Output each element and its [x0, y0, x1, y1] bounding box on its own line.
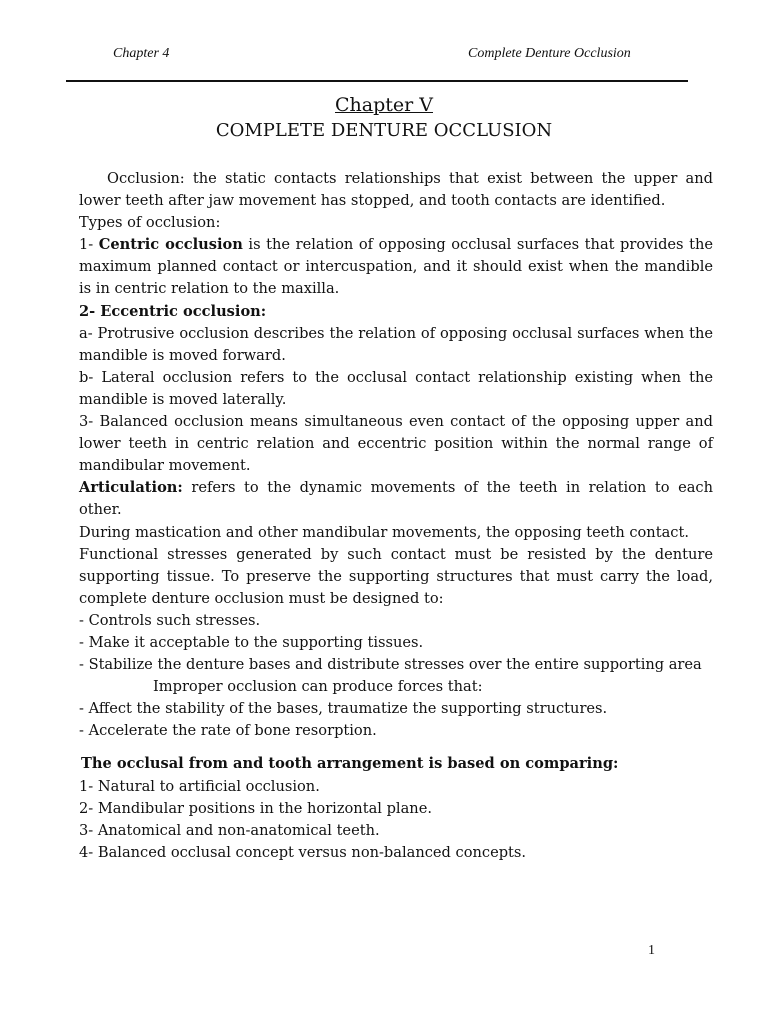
- protrusive-occlusion: a- Protrusive occlusion describes the relation of opposing occlusal surfaces when the mandible is moved forward.: [79, 324, 713, 364]
- chapter-title: Chapter V: [335, 94, 433, 116]
- centric-description: is the relation of opposing occlusal surfaces that provides the maximum planned contact or intercuspation, and it should exist when the mandible is in centric relation to the maxilla.: [79, 236, 713, 298]
- centric-number: 1-: [79, 236, 99, 254]
- body-text: [79, 168, 713, 864]
- list-item: 4- Balanced occlusal concept versus non-balanced concepts.: [79, 843, 527, 861]
- articulation: [79, 477, 713, 521]
- mastication-paragraph: During mastication and other mandibular movements, the opposing teeth contact.: [79, 523, 689, 541]
- list-item: 3- Anatomical and non-anatomical teeth.: [79, 821, 380, 839]
- articulation-term: Articulation:: [79, 479, 183, 497]
- header-rule: [66, 80, 688, 82]
- types-of-occlusion: Types of occlusion:: [79, 214, 221, 232]
- lateral-occlusion: b- Lateral occlusion refers to the occlusal contact relationship existing when the mandible is moved laterally.: [79, 368, 713, 408]
- occlusion-definition: Occlusion: the static contacts relationships that exist between the upper and lower teeth after jaw movement has stopped, and tooth contacts are identified.: [79, 170, 713, 210]
- centric-occlusion: [79, 234, 713, 300]
- improper-occlusion-intro: Improper occlusion can produce forces that:: [153, 678, 483, 696]
- list-item: 1- Natural to artificial occlusion.: [79, 777, 320, 795]
- centric-term: Centric occlusion: [98, 236, 243, 254]
- list-item: 2- Mandibular positions in the horizontal plane.: [79, 799, 432, 817]
- comparing-heading: The occlusal from and tooth arrangement is based on comparing:: [81, 755, 619, 773]
- list-item: - Make it acceptable to the supporting tissues.: [79, 633, 424, 651]
- running-header-title: Complete Denture Occlusion: [468, 46, 631, 61]
- running-header-chapter: Chapter 4: [113, 46, 170, 61]
- balanced-occlusion: 3- Balanced occlusion means simultaneous even contact of the opposing upper and lower teeth in centric relation and eccentric position within the normal range of mandibular movement.: [79, 413, 713, 475]
- chapter-subtitle: COMPLETE DENTURE OCCLUSION: [215, 120, 553, 141]
- functional-stresses-paragraph: Functional stresses generated by such contact must be resisted by the denture supporting tissue. To preserve the supporting structures that must carry the load, complete denture occlusion must be designed to:: [79, 545, 713, 607]
- page-number: 1: [648, 943, 655, 958]
- list-item: - Affect the stability of the bases, traumatize the supporting structures.: [79, 700, 608, 718]
- list-item: - Controls such stresses.: [79, 611, 261, 629]
- articulation-description: refers to the dynamic movements of the teeth in relation to each other.: [79, 479, 713, 519]
- title-block: [0, 93, 768, 143]
- spacer: [79, 742, 713, 753]
- list-item: - Stabilize the denture bases and distribute stresses over the entire supporting area: [79, 656, 702, 674]
- list-item: - Accelerate the rate of bone resorption.: [79, 722, 377, 740]
- eccentric-occlusion-heading: 2- Eccentric occlusion:: [79, 302, 267, 320]
